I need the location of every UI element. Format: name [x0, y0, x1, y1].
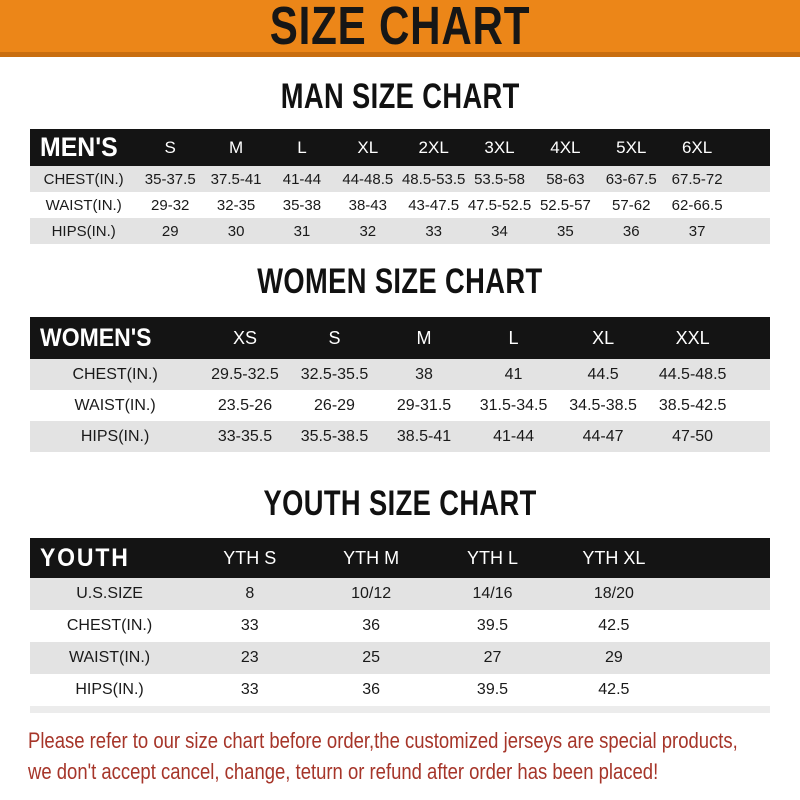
- row-label: HIPS(IN.): [75, 681, 144, 698]
- size-cell: 27: [483, 649, 502, 666]
- size-cell: 36: [362, 681, 381, 698]
- size-cell: 36: [622, 222, 640, 240]
- men-col-header: L: [269, 128, 335, 166]
- women-size-chart-heading: [0, 262, 800, 302]
- spacer-cell: [675, 642, 770, 674]
- size-cell: 63-67.5: [605, 170, 657, 188]
- men-chest-row: [30, 166, 770, 192]
- men-hips-row: [30, 218, 770, 244]
- size-cell: 53.5-58: [474, 170, 525, 188]
- size-cell: 43-47.5: [408, 196, 460, 214]
- size-cell: 33-35.5: [217, 427, 273, 445]
- size-cell: 39.5: [476, 681, 509, 698]
- size-cell: 14/16: [472, 585, 513, 602]
- youth-waist-row: [30, 642, 770, 674]
- row-label: U.S.SIZE: [76, 585, 143, 602]
- size-cell: 37.5-41: [210, 170, 262, 188]
- size-chart-banner: [0, 0, 800, 57]
- spacer-cell: [737, 421, 770, 452]
- youth-ussize-row: [30, 578, 770, 610]
- size-cell: 30: [227, 222, 245, 240]
- youth-size-chart-heading: [0, 484, 800, 524]
- disclaimer-note: [28, 725, 800, 787]
- women-table-title: WOMEN'S: [30, 316, 200, 359]
- size-cell: 35-37.5: [144, 170, 196, 188]
- table-bottom-strip: [30, 706, 770, 713]
- women-col-header: XL: [558, 316, 648, 359]
- size-cell: 38.5-41: [396, 427, 452, 445]
- size-cell: 34.5-38.5: [569, 396, 637, 414]
- size-cell: 33: [240, 681, 259, 698]
- men-col-header: S: [137, 128, 203, 166]
- men-size-table: [30, 127, 770, 244]
- women-size-table: [30, 315, 770, 452]
- spacer-cell: [730, 128, 770, 166]
- size-cell: 31.5-34.5: [479, 396, 548, 414]
- row-label: HIPS(IN.): [80, 427, 150, 445]
- size-cell: 29.5-32.5: [211, 365, 279, 383]
- size-cell: 26-29: [314, 396, 355, 414]
- size-cell: 35: [557, 222, 574, 240]
- size-cell: 32: [359, 222, 377, 240]
- size-cell: 32-35: [216, 196, 256, 214]
- spacer-cell: [675, 674, 770, 706]
- row-label: CHEST(IN.): [66, 617, 153, 634]
- women-col-header: XXL: [648, 316, 738, 359]
- men-col-header: XL: [335, 128, 401, 166]
- size-chart-title: SIZE CHART: [269, 0, 531, 56]
- size-cell: 42.5: [598, 617, 630, 634]
- man-heading-text: MAN SIZE CHART: [280, 77, 520, 116]
- row-label: WAIST(IN.): [68, 649, 151, 666]
- size-cell: 38-43: [348, 196, 387, 214]
- spacer-cell: [675, 578, 770, 610]
- row-label: HIPS(IN.): [51, 222, 116, 240]
- size-cell: 44-47: [582, 427, 624, 445]
- size-cell: 37: [688, 222, 706, 240]
- women-col-header: M: [379, 316, 469, 359]
- spacer-cell: [675, 537, 770, 578]
- size-cell: 32.5-35.5: [300, 365, 369, 383]
- youth-size-table: [30, 536, 770, 706]
- youth-col-header: YTH L: [432, 537, 553, 578]
- size-cell: 10/12: [351, 585, 392, 602]
- size-cell: 35.5-38.5: [300, 427, 369, 445]
- youth-table-title: YOUTH: [30, 537, 189, 578]
- men-table-title: MEN'S: [30, 128, 137, 166]
- man-size-chart-heading: [0, 77, 800, 117]
- size-cell: 39.5: [476, 617, 509, 634]
- men-col-header: 6XL: [664, 128, 730, 166]
- women-hips-row: [30, 421, 770, 452]
- size-cell: 44.5: [587, 365, 619, 383]
- size-cell: 57-62: [612, 196, 651, 214]
- size-cell: 38: [415, 365, 433, 383]
- row-label: WAIST(IN.): [74, 396, 156, 414]
- row-label: WAIST(IN.): [45, 196, 122, 214]
- women-waist-row: [30, 390, 770, 421]
- size-cell: 47.5-52.5: [467, 196, 532, 214]
- spacer-cell: [737, 359, 770, 390]
- size-cell: 58-63: [546, 170, 585, 188]
- women-chest-row: [30, 359, 770, 390]
- youth-col-header: YTH M: [310, 537, 431, 578]
- size-cell: 29-32: [151, 196, 190, 214]
- men-col-header: 3XL: [467, 128, 533, 166]
- spacer-cell: [730, 166, 770, 192]
- size-cell: 48.5-53.5: [401, 170, 466, 188]
- youth-col-header: YTH XL: [553, 537, 674, 578]
- men-col-header: M: [203, 128, 269, 166]
- youth-heading-text: YOUTH SIZE CHART: [263, 484, 537, 523]
- youth-col-header: YTH S: [189, 537, 310, 578]
- size-cell: 8: [245, 585, 255, 602]
- size-cell: 25: [362, 649, 381, 666]
- size-cell: 23: [240, 649, 259, 666]
- row-label: CHEST(IN.): [43, 170, 124, 188]
- size-cell: 23.5-26: [217, 396, 273, 414]
- men-col-header: 2XL: [401, 128, 467, 166]
- size-cell: 35-38: [282, 196, 322, 214]
- women-col-header: L: [469, 316, 559, 359]
- disclaimer-line-1: Please refer to our size chart before order,the customized jerseys are special products,: [28, 728, 738, 753]
- size-cell: 29: [161, 222, 179, 240]
- spacer-cell: [730, 192, 770, 218]
- youth-hips-row: [30, 674, 770, 706]
- size-cell: 18/20: [593, 585, 634, 602]
- size-cell: 29: [604, 649, 623, 666]
- row-label: CHEST(IN.): [72, 365, 158, 383]
- size-cell: 38.5-42.5: [658, 396, 727, 414]
- men-col-header: 4XL: [532, 128, 598, 166]
- women-col-header: XS: [200, 316, 290, 359]
- youth-header-row: [30, 537, 770, 578]
- women-header-row: [30, 316, 770, 359]
- women-col-header: S: [290, 316, 380, 359]
- size-cell: 41: [504, 365, 523, 383]
- men-waist-row: [30, 192, 770, 218]
- size-cell: 44-48.5: [342, 170, 394, 188]
- spacer-cell: [737, 390, 770, 421]
- size-cell: 44.5-48.5: [658, 365, 727, 383]
- men-col-header: 5XL: [598, 128, 664, 166]
- youth-chest-row: [30, 610, 770, 642]
- size-cell: 41-44: [282, 170, 322, 188]
- size-cell: 42.5: [598, 681, 630, 698]
- size-cell: 62-66.5: [671, 196, 723, 214]
- spacer-cell: [730, 218, 770, 244]
- spacer-cell: [737, 316, 770, 359]
- size-cell: 52.5-57: [539, 196, 591, 214]
- size-cell: 47-50: [672, 427, 714, 445]
- disclaimer-line-2: we don't accept cancel, change, teturn or refund after order has been placed!: [28, 759, 659, 784]
- size-cell: 67.5-72: [671, 170, 723, 188]
- size-cell: 41-44: [493, 427, 535, 445]
- size-cell: 33: [425, 222, 442, 240]
- size-cell: 29-31.5: [396, 396, 452, 414]
- size-cell: 34: [491, 222, 508, 240]
- women-heading-text: WOMEN SIZE CHART: [257, 262, 543, 301]
- men-header-row: [30, 128, 770, 166]
- spacer-cell: [675, 610, 770, 642]
- size-cell: 33: [240, 617, 259, 634]
- size-cell: 36: [362, 617, 381, 634]
- size-cell: 31: [293, 222, 311, 240]
